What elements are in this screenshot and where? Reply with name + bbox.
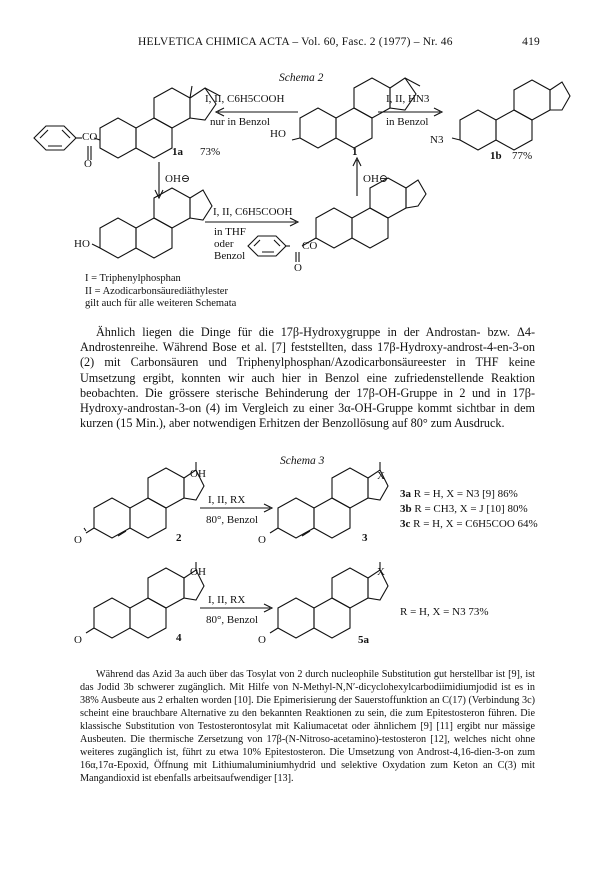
oh-label-4: OH — [190, 566, 206, 578]
reagent-3: I, II, RX — [208, 494, 246, 506]
compound-1b: 1b — [490, 150, 502, 162]
oh-label-2: OH — [190, 468, 206, 480]
paragraph-1-text: Ähnlich liegen die Dinge für die 17β-Hydroxygruppe in der Androstan- bzw. Δ4-Androstenreihe. Während Bose et al. [7] feststellten, dass 17β-Hydroxy-androst-4-en-3-on (2) mit Carbonsäuren und Triphenylphosphan/Azodicarbonsäureester in THF keine Umsetzung ergibt, konnten wir auch hier in Benzol eine zufriedenstellende Reaktion beobachten. Die grössere sterische Behinderung der 17β-OH-Gruppe in 2 und in 17β-Hydroxy-androstan-3-on (4) im Vergleich zu einer 3α-OH-Gruppe kommt sichtbar in dem kurzen (15 Min.), aber notwendigen Erhitzen der Benzollösung auf 80° zum Ausdruck. — [80, 325, 535, 431]
steroid-3-skeleton — [270, 462, 388, 538]
paragraph-2-text: Während das Azid 3a auch über das Tosylat von 2 durch nucleophile Substitution gut herstellbar ist [9], ist das Jodid 3b schwerer zugänglich. Mit Hilfe von N-Methyl-N,N′-dicyclohexylcarbodiimidiumjodid ist es in 38% Ausbeute aus 2 erhalten worden [10]. Die Epimerisierung der Sauerstoffunktion an C(17) (Verbindung 3c) scheint eine brauchbare Alternative zu den bekannten Reaktionen zu sein, die zum Epitestosteron führen. Die klassische Substitution von Testosterontosylat mit Kaliumacetat oder ähnlichem [9] [11] ergibt nur mässige Ausbeuten. Die thermische Zersetzung von 17β-(N-Nitroso-acetamino)-testosteron [12], welches nicht ohne weiteres zugänglich ist, führt zu etwa 10% Epitestosteron. Die Umsetzung von Androst-4,16-dien-3-on zum 16α,17α-Epoxid, Öffnung mit Lithiumaluminiumhydrid und selektive Oxydation zum Keton an C(3) mit Mangandioxid ist ebenfalls arbeitsaufwendiger [13]. — [80, 669, 535, 784]
compound-5a: 5a — [358, 634, 369, 646]
compound-3: 3 — [362, 532, 368, 544]
n3-label: N3 — [430, 134, 444, 146]
o-label-4: O — [74, 634, 82, 646]
steroid-2-skeleton — [84, 462, 204, 538]
compound-1: 1 — [352, 146, 358, 158]
compound-1a: 1a — [172, 146, 183, 158]
o-label-3: O — [258, 534, 266, 546]
hydroxide-up: OH⊖ — [363, 173, 389, 185]
reagent-5a: I, II, RX — [208, 594, 246, 606]
compound-2: 2 — [176, 532, 182, 544]
co-label-bottom: CO — [302, 240, 318, 252]
x-label-3: X — [377, 470, 385, 482]
legend-line-3: gilt auch für alle weiteren Schemata — [85, 298, 237, 309]
row-3a — [400, 487, 538, 502]
row-3c-text: R = H, X = C6H5COO 64% — [413, 518, 538, 530]
x-label-5a: X — [377, 566, 385, 578]
row-3a-text: R = H, X = N3 [9] 86% — [413, 488, 518, 500]
row-5a-text: R = H, X = N3 73% — [400, 606, 489, 618]
journal-title: HELVETICA CHIMICA ACTA – Vol. 60, Fasc. 2 (1977) – Nr. 46 — [138, 36, 453, 48]
body-paragraph-2 — [80, 668, 535, 785]
schema-2-title: Schema 2 — [279, 72, 324, 84]
ho-bottom-label: HO — [74, 238, 90, 250]
o-label-5a: O — [258, 634, 266, 646]
o-label-2: O — [74, 534, 82, 546]
condition-3: 80°, Benzol — [206, 514, 259, 526]
row-3b-id: 3b — [400, 503, 412, 515]
schema-3-title: Schema 3 — [280, 455, 325, 467]
condition-bottom-benzol: Benzol — [214, 250, 246, 262]
reagent-bottom: I, II, C6H5COOH — [213, 206, 293, 218]
page-number: 419 — [522, 36, 540, 48]
condition-5a: 80°, Benzol — [206, 614, 259, 626]
hydroxide-down: OH⊖ — [165, 173, 191, 185]
condition-top-left: nur in Benzol — [210, 116, 270, 128]
results-table-3 — [400, 487, 538, 532]
condition-top-right: in Benzol — [386, 116, 429, 128]
o-label-bottom: O — [294, 262, 302, 274]
yield-1b: 77% — [512, 150, 533, 162]
condition-bottom-oder: oder — [214, 238, 234, 250]
row-3b-text: R = CH3, X = J [10] 80% — [414, 503, 528, 515]
compound-4: 4 — [176, 632, 182, 644]
steroid-5a-skeleton — [270, 562, 388, 638]
legend-line-2: II = Azodicarbonsäurediäthylester — [85, 285, 228, 297]
reagent-top-left: I, II, C6H5COOH — [205, 93, 285, 105]
co-label: CO — [82, 131, 98, 143]
ho-label: HO — [270, 128, 286, 140]
row-3b — [400, 502, 538, 517]
row-3a-id: 3a — [400, 488, 411, 500]
reagent-top-right: I, II, HN3 — [386, 93, 430, 105]
row-3c — [400, 517, 538, 532]
yield-1a: 73% — [200, 146, 221, 158]
steroid-4-skeleton — [86, 562, 204, 638]
row-3c-id: 3c — [400, 518, 411, 530]
condition-bottom-thf: in THF — [214, 226, 246, 238]
legend-line-1: I = Triphenylphosphan — [85, 273, 181, 284]
o-label: O — [84, 158, 92, 170]
